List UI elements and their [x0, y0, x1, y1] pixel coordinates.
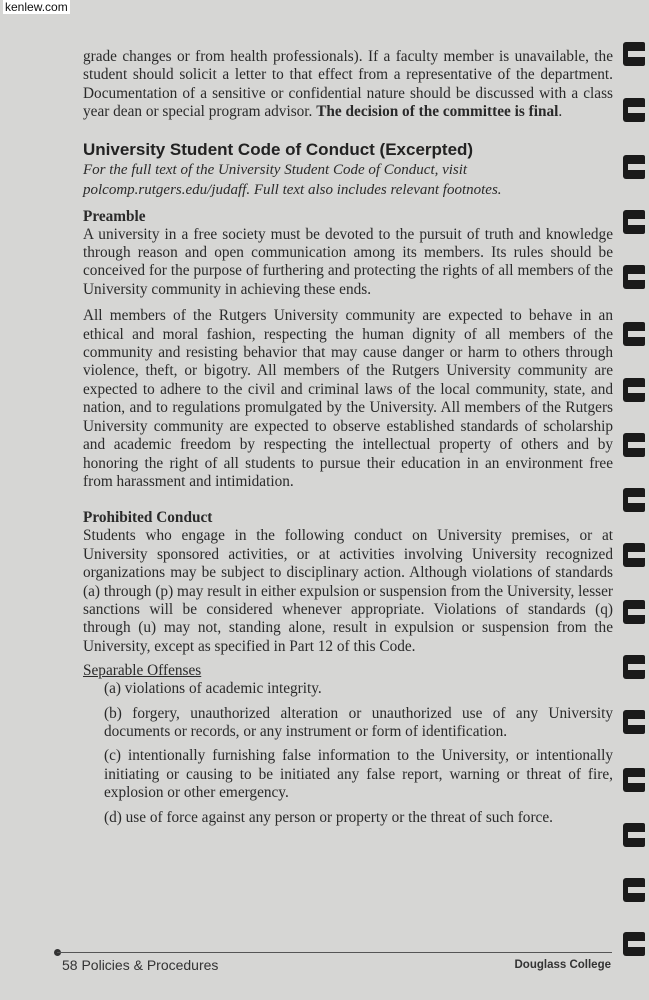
- offense-item: (c) intentionally furnishing false information to the University, or intentionally initiating or causing to be initiated any false report, warning or threat of fire, explosion or other emergency.: [104, 747, 613, 802]
- offense-item: (b) forgery, unauthorized alteration or unauthorized use of any University documents or records, or any instrument or form of identification.: [104, 704, 613, 740]
- preamble-paragraph-2: All members of the Rutgers University community are expected to behave in an ethical and moral fashion, respecting the human dignity of all members of the community and resisting behavior that may cause danger or harm to others through violence, theft, or bigotry. All members of the Rutgers University community are expected to adhere to the civil and criminal laws of the local community, state, and nation, and to regulations promulgated by the University. All members of the Rutgers University community are expected to observe established standards of scholarship and academic freedom by respecting the intellectual property of others and by honoring the right of all students to pursue their education in an environment free from harassment and intimidation.: [83, 307, 613, 490]
- prohibited-paragraph: Students who engage in the following conduct on University premises, or at University sponsored activities, or at activities involving University recognized organizations may be subject to disciplinary action. Although violations of standards (a) through (p) may result in either expulsion or suspension from the University, lesser sanctions will be considered whenever appropriate. Violations of standards (q) through (u) may not, standing alone, result in expulsion or suspension from the University, except as specified in Part 12 of this Code.: [83, 527, 613, 655]
- binding-ring: [623, 98, 647, 122]
- binding-ring: [623, 488, 647, 512]
- binding-ring: [623, 878, 647, 902]
- binding-ring: [623, 600, 647, 624]
- binding-ring: [623, 655, 647, 679]
- binding-ring: [623, 433, 647, 457]
- preamble-paragraph-1: A university in a free society must be devoted to the pursuit of truth and knowledge through reason and open communication among its members. Its rules should be conceived for the purpose of furthering and protecting the rights of all members of the University community in achieving these ends.: [83, 225, 613, 298]
- intro-end: .: [558, 103, 563, 121]
- footer-college: Douglass College: [514, 959, 611, 971]
- footer-page-label: 58 Policies & Procedures: [62, 957, 219, 973]
- binding-ring: [623, 710, 647, 734]
- binding-ring: [623, 265, 647, 289]
- intro-bold: The decision of the committee is final: [316, 103, 559, 121]
- binding-ring: [623, 210, 647, 234]
- watermark: kenlew.com: [5, 0, 68, 14]
- intro-text: grade changes or from health professionals). If a faculty member is unavailable, the student should solicit a letter to that effect from a representative of the department. Documentation of a sensitive or confidential nature should be discussed with a class year dean or special program advisor.: [83, 48, 613, 121]
- separable-heading: Separable Offenses: [83, 662, 202, 680]
- binding-ring: [623, 42, 647, 66]
- footer-rule: [57, 952, 612, 953]
- binding-ring: [623, 823, 647, 847]
- section-title: University Student Code of Conduct (Excerpted): [83, 139, 474, 159]
- binding-ring: [623, 932, 647, 956]
- binding-ring: [623, 378, 647, 402]
- preamble-heading: Preamble: [83, 207, 146, 225]
- intro-paragraph: [83, 48, 613, 122]
- binding-ring: [623, 155, 647, 179]
- binding-ring: [623, 768, 647, 792]
- offense-item: (d) use of force against any person or property or the threat of such force.: [104, 808, 553, 826]
- section-note: For the full text of the University Student Code of Conduct, visit polcomp.rutgers.edu/judaff. Full text also includes relevant footnotes.: [83, 161, 502, 198]
- binding-ring: [623, 543, 647, 567]
- binding-ring: [623, 322, 647, 346]
- offense-item: (a) violations of academic integrity.: [104, 680, 322, 698]
- prohibited-heading: Prohibited Conduct: [83, 509, 213, 527]
- document-page: [83, 48, 613, 827]
